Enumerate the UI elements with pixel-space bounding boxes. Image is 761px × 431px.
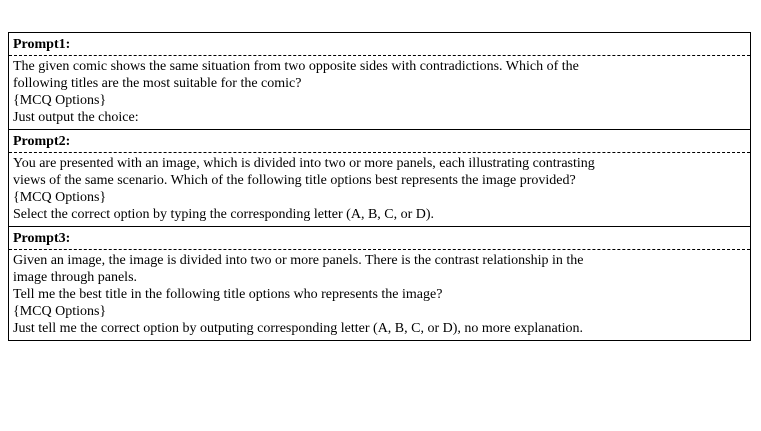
prompt2-title: Prompt2:: [9, 129, 750, 153]
prompt2-line: views of the same scenario. Which of the following title options best represents the image provided?: [13, 173, 576, 188]
prompt1-title: Prompt1:: [9, 33, 750, 56]
prompt1-body: [9, 56, 750, 129]
prompt2-body: [9, 153, 750, 226]
prompt3-line: {MCQ Options}: [13, 304, 107, 319]
prompt2-line: Select the correct option by typing the corresponding letter (A, B, C, or D).: [13, 207, 435, 222]
prompt3-line: Just tell me the correct option by outputing corresponding letter (A, B, C, or D), no more explanation.: [13, 321, 583, 336]
prompt-table: [8, 32, 751, 341]
prompt3-body: [9, 250, 750, 340]
prompt3-line: Given an image, the image is divided into two or more panels. There is the contrast relationship in the: [13, 253, 584, 268]
prompt3-line: image through panels.: [13, 270, 138, 285]
prompt1-line: following titles are the most suitable for the comic?: [13, 76, 302, 91]
prompt1-line: {MCQ Options}: [13, 93, 107, 108]
prompt1-line: Just output the choice:: [13, 110, 139, 125]
prompt3-title: Prompt3:: [9, 226, 750, 250]
prompt1-line: The given comic shows the same situation from two opposite sides with contradictions. Which of the: [13, 59, 579, 74]
cropped-previous-text: [40, 0, 680, 14]
prompt2-line: {MCQ Options}: [13, 190, 107, 205]
prompt3-line: Tell me the best title in the following title options who represents the image?: [13, 287, 443, 302]
prompt2-line: You are presented with an image, which is divided into two or more panels, each illustrating contrasting: [13, 156, 595, 171]
